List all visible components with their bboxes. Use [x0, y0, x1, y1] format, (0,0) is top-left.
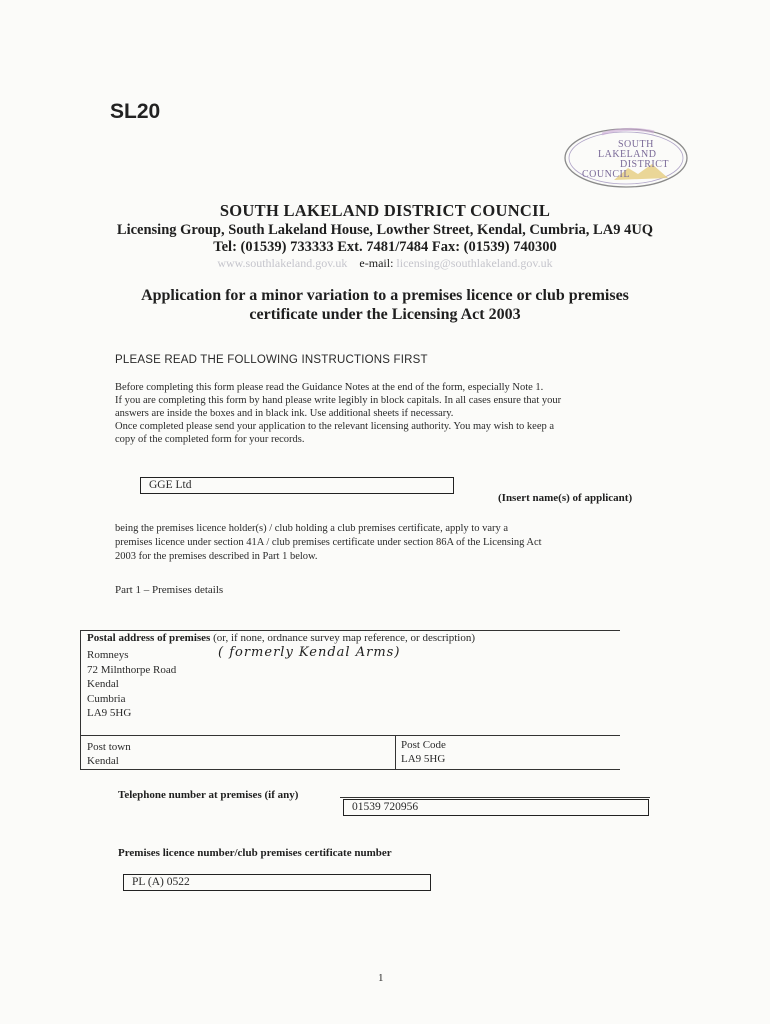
- post-code-cell[interactable]: [401, 738, 446, 766]
- instruction-line: Once completed please send your application to the relevant licensing authority. You may wish to keep a: [115, 421, 555, 432]
- address-table-bottom-rule: [80, 769, 620, 770]
- instruction-line: If you are completing this form by hand please write legibly in block capitals. In all cases ensure that your: [115, 395, 562, 406]
- title-line-2: certificate under the Licensing Act 2003: [249, 306, 521, 323]
- address-table-left-rule: [80, 630, 81, 770]
- address-line: 72 Milnthorpe Road: [87, 663, 177, 676]
- address-table-mid-rule: [80, 735, 620, 736]
- council-name: SOUTH LAKELAND DISTRICT COUNCIL: [219, 201, 551, 220]
- instruction-line: answers are inside the boxes and in black ink. Use additional sheets if necessary.: [115, 408, 454, 419]
- council-address: Licensing Group, South Lakeland House, Lowther Street, Kendal, Cumbria, LA9 4UQ: [116, 222, 654, 238]
- telephone-value: 01539 720956: [352, 801, 419, 813]
- instructions-text: [115, 381, 675, 446]
- title-line-1: Application for a minor variation to a premises licence or club premises: [141, 287, 629, 304]
- post-town-cell[interactable]: [87, 740, 131, 768]
- contact-line: [0, 256, 770, 271]
- address-line: Kendal: [87, 678, 119, 690]
- seal-text-4: COUNCIL: [582, 169, 630, 180]
- postal-address-label: [87, 632, 475, 645]
- council-phone: Tel: (01539) 733333 Ext. 7481/7484 Fax: (01539) 740300: [213, 239, 557, 255]
- licence-number-label: Premises licence number/club premises certificate number: [118, 847, 392, 859]
- form-code: SL20: [110, 100, 161, 123]
- applicant-name-value: GGE Ltd: [149, 479, 192, 491]
- statement-line: being the premises licence holder(s) / club holding a club premises certificate, apply to vary a: [115, 523, 509, 534]
- licence-number-value: PL (A) 0522: [132, 876, 190, 888]
- address-line: Romneys: [87, 649, 129, 661]
- post-town-label: Post town: [87, 741, 131, 753]
- telephone-label: Telephone number at premises (if any): [118, 789, 299, 801]
- email-label: e-mail:: [359, 256, 394, 270]
- instruction-line: Before completing this form please read the Guidance Notes at the end of the form, especially Note 1.: [115, 382, 544, 393]
- application-statement: [115, 522, 675, 564]
- seal-text-1: SOUTH: [618, 139, 654, 150]
- handwritten-note: ( formerly Kendal Arms): [218, 645, 401, 660]
- applicant-caption: (Insert name(s) of applicant): [498, 492, 633, 504]
- postal-address-label-bold: Postal address of premises: [87, 632, 211, 644]
- address-line: Cumbria: [87, 692, 126, 705]
- applicant-name-field[interactable]: [140, 477, 454, 494]
- address-line: LA9 5HG: [87, 707, 132, 719]
- seal-text-2: LAKELAND: [598, 149, 657, 160]
- licence-number-field[interactable]: [123, 874, 431, 891]
- page-number: 1: [378, 972, 384, 984]
- part1-heading: Part 1 – Premises details: [115, 584, 224, 596]
- seal-text-3: DISTRICT: [620, 159, 669, 170]
- instruction-line: copy of the completed form for your records.: [115, 434, 305, 445]
- address-table-top-rule: [80, 630, 620, 631]
- address-table-split-rule: [395, 735, 396, 769]
- statement-line: 2003 for the premises described in Part 1 below.: [115, 551, 318, 562]
- instructions-heading: PLEASE READ THE FOLLOWING INSTRUCTIONS FIRST: [115, 354, 428, 366]
- application-title: [80, 286, 690, 324]
- postal-address-field[interactable]: [87, 648, 176, 721]
- statement-line: premises licence under section 41A / club premises certificate under section 86A of the Licensing Act: [115, 537, 542, 548]
- post-town-value: Kendal: [87, 755, 119, 767]
- post-code-value: LA9 5HG: [401, 753, 446, 765]
- council-seal-logo: [562, 126, 690, 190]
- website-link[interactable]: www.southlakeland.gov.uk: [217, 256, 348, 270]
- postal-address-label-rest: (or, if none, ordnance survey map reference, or description): [210, 632, 476, 644]
- telephone-top-rule: [340, 797, 650, 798]
- email-link[interactable]: licensing@southlakeland.gov.uk: [396, 256, 553, 270]
- telephone-field[interactable]: [343, 799, 649, 816]
- post-code-label: Post Code: [401, 739, 446, 751]
